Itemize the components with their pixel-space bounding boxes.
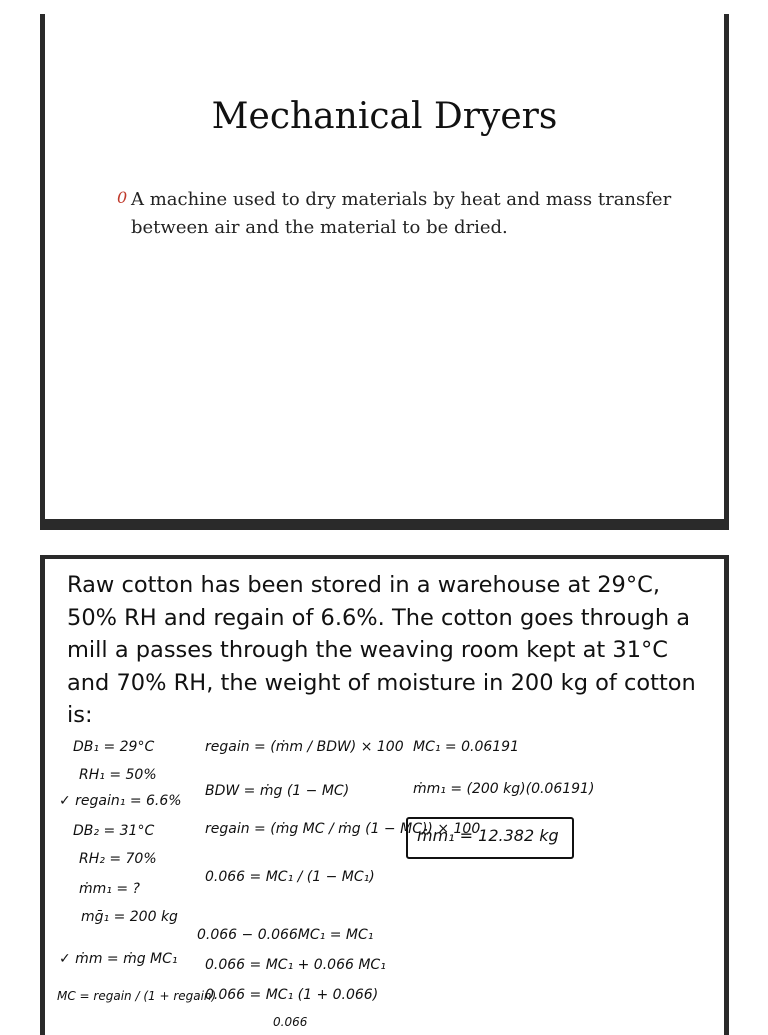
- formula-step-1: 0.066 − 0.066MC₁ = MC₁: [197, 927, 374, 943]
- given-rh1: RH₁ = 50%: [79, 767, 157, 783]
- result-mc1: MC₁ = 0.06191: [413, 739, 519, 755]
- given-db2: DB₂ = 31°C: [73, 823, 155, 839]
- given-regain1: ✓ regain₁ = 6.6%: [59, 793, 182, 809]
- slide-cotton-problem: [40, 555, 729, 1035]
- slide-mechanical-dryers: [40, 14, 729, 530]
- bullet-item: [115, 186, 675, 242]
- problem-statement: Raw cotton has been stored in a warehouse at 29°C, 50% RH and regain of 6.6%. The cotton goes through a mill a passes through the weaving room kept at 31°C and 70% RH, the weight of moisture in 200 kg of cotton is:: [67, 572, 696, 728]
- formula-regain-mc: regain = (ṁg MC / ṁg (1 − MC)) × 100: [205, 821, 481, 837]
- slide-title: Mechanical Dryers: [211, 96, 558, 137]
- bullet-marker: 0: [117, 188, 128, 207]
- given-mc-formula: MC = regain / (1 + regain): [57, 989, 217, 1003]
- given-rh2: RH₂ = 70%: [79, 851, 157, 867]
- bullet-text: A machine used to dry materials by heat and mass transfer between air and the material to be dried.: [131, 189, 672, 238]
- given-mass: mḡ₁ = 200 kg: [81, 909, 178, 925]
- given-moisture-relation: ✓ ṁm = ṁg MC₁: [59, 951, 178, 967]
- formula-regain-def: regain = (ṁm / BDW) × 100: [205, 739, 404, 755]
- formula-step-4: 0.066: [273, 1015, 308, 1029]
- given-moisture-unknown: ṁm₁ = ?: [79, 881, 140, 897]
- formula-step-3: 0.066 = MC₁ (1 + 0.066): [205, 987, 379, 1003]
- formula-substitute: 0.066 = MC₁ / (1 − MC₁): [205, 869, 375, 885]
- given-db1: DB₁ = 29°C: [73, 739, 155, 755]
- result-final-answer: ṁm₁ = 12.382 kg: [417, 826, 559, 845]
- formula-step-2: 0.066 = MC₁ + 0.066 MC₁: [205, 957, 386, 973]
- formula-bdw: BDW = ṁg (1 − MC): [205, 783, 350, 799]
- result-moisture-calc: ṁm₁ = (200 kg)(0.06191): [413, 781, 595, 797]
